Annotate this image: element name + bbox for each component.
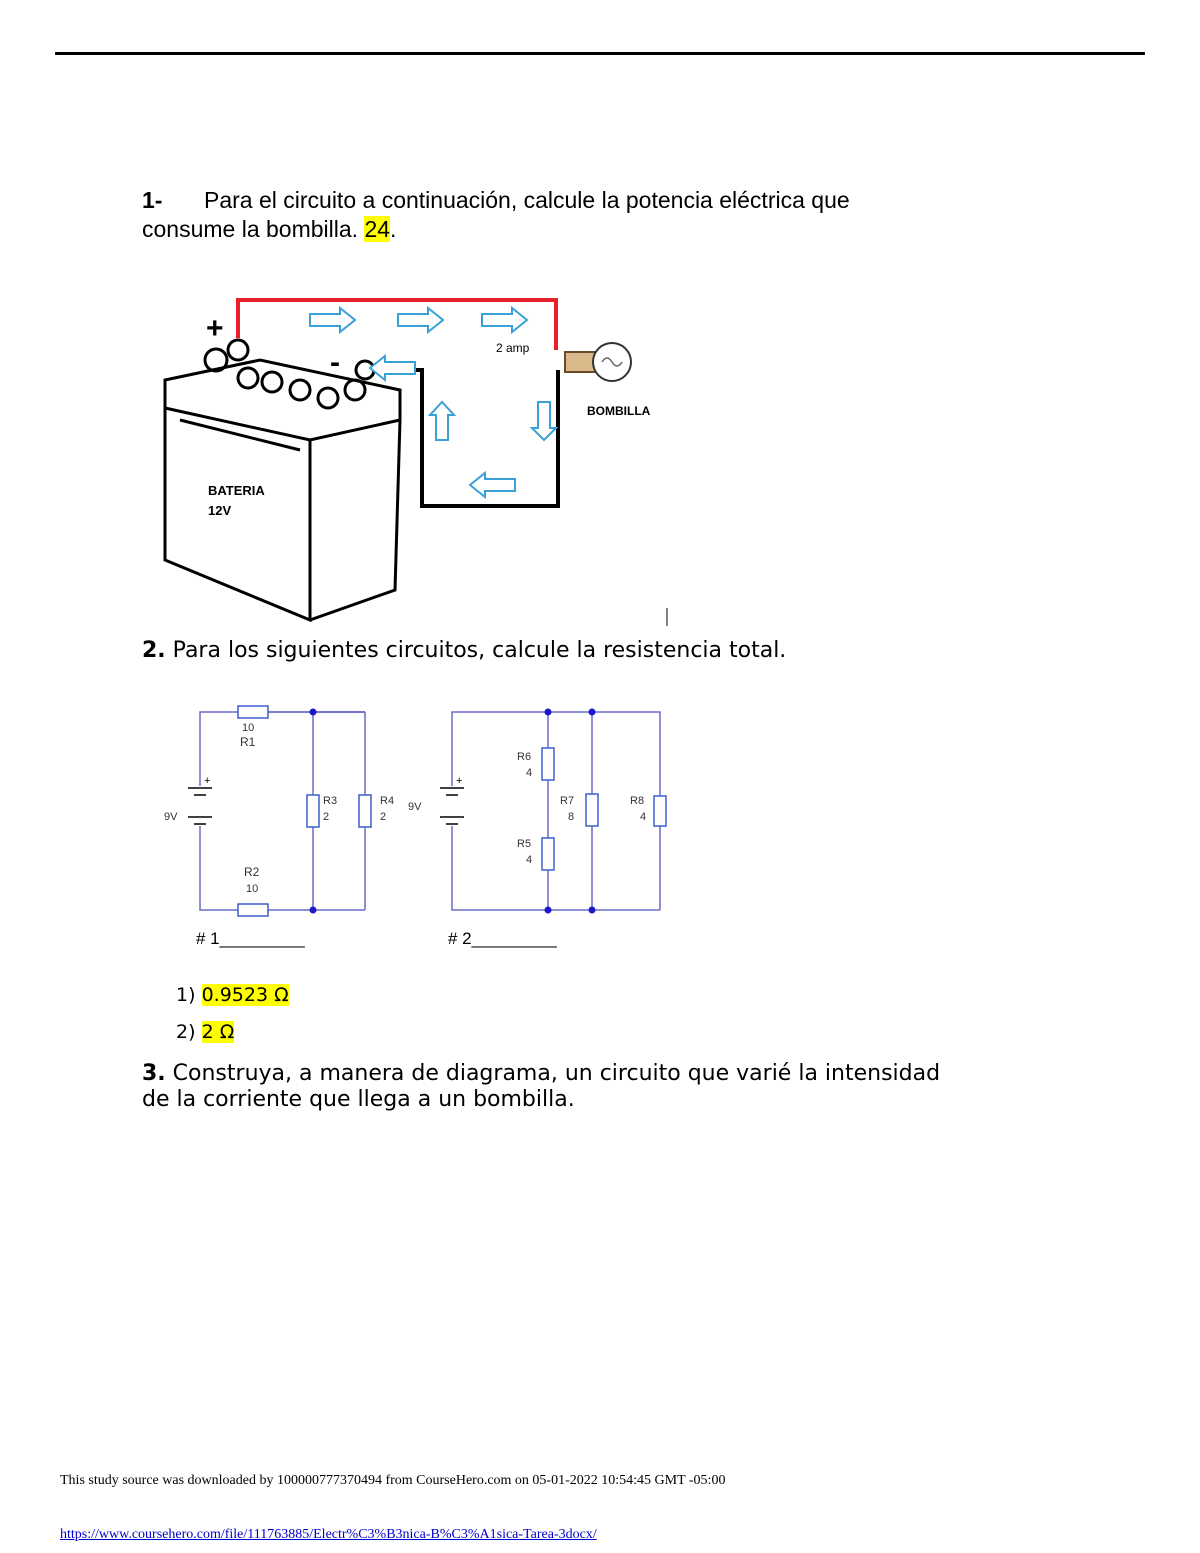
bulb <box>565 343 631 381</box>
answer-value: 2 Ω <box>201 1021 235 1043</box>
battery-label-line1: BATERIA <box>208 483 265 498</box>
r1-name: R1 <box>240 735 256 749</box>
r5-value: 4 <box>526 854 533 866</box>
r3-value: 2 <box>323 811 330 823</box>
circuits-figure <box>160 700 680 955</box>
resistor-r7 <box>586 794 598 826</box>
question-2 <box>142 638 786 663</box>
battery-circuit-figure <box>150 290 670 630</box>
r1-value: 10 <box>242 722 255 734</box>
circuit-2-caption: # 2_________ <box>448 929 557 948</box>
arrow-right-3 <box>482 308 527 332</box>
arrow-down <box>532 402 556 440</box>
resistor-r4 <box>359 795 371 827</box>
r7-name: R7 <box>560 795 575 807</box>
resistor-r6 <box>542 748 554 780</box>
r6-name: R6 <box>517 751 532 763</box>
arrow-right-2 <box>398 308 443 332</box>
r8-name: R8 <box>630 795 645 807</box>
r8-value: 4 <box>640 811 647 823</box>
answer-value: 0.9523 Ω <box>201 984 289 1006</box>
answers-list <box>176 984 289 1058</box>
r6-value: 4 <box>526 767 533 779</box>
plus-sign: + <box>206 312 224 345</box>
question-2-text: Para los siguientes circuitos, calcule la resistencia total. <box>172 638 787 663</box>
question-2-number: 2. <box>142 638 166 663</box>
resistor-r2 <box>238 904 268 916</box>
source-link[interactable]: https://www.coursehero.com/file/111763885/Electr%C3%B3nica-B%C3%A1sica-Tarea-3docx/ <box>60 1527 597 1542</box>
r5-name: R5 <box>517 838 532 850</box>
c1-source-label: 9V <box>164 811 178 823</box>
resistor-r1 <box>238 706 268 718</box>
c2-source-label: 9V <box>408 801 422 813</box>
r3-name: R3 <box>323 795 338 807</box>
top-rule <box>55 52 1145 55</box>
answer-item <box>176 984 289 1021</box>
question-1-text: Para el circuito a continuación, calcule la potencia eléctrica que consume la bombilla. <box>142 187 850 242</box>
r7-value: 8 <box>568 811 575 823</box>
circuit-1-caption: # 1_________ <box>196 929 305 948</box>
r4-value: 2 <box>380 811 387 823</box>
question-1-answer: 24 <box>364 216 391 242</box>
current-label: 2 amp <box>496 341 530 355</box>
battery <box>165 340 400 620</box>
r2-name: R2 <box>244 865 260 879</box>
arrow-left-top <box>370 356 415 380</box>
answer-label: 2) <box>176 1021 196 1043</box>
r2-value: 10 <box>246 883 259 895</box>
question-3 <box>142 1061 962 1113</box>
resistor-r8 <box>654 796 666 826</box>
download-note: This study source was downloaded by 100000777370494 from CourseHero.com on 05-01-2022 10:54:45 GMT -05:00 <box>60 1473 726 1488</box>
bulb-label: BOMBILLA <box>587 404 651 418</box>
question-1-number: 1- <box>142 187 163 213</box>
minus-sign: - <box>330 346 340 379</box>
answer-label: 1) <box>176 984 196 1006</box>
question-1-period: . <box>390 216 397 242</box>
question-3-text: Construya, a manera de diagrama, un circuito que varié la intensidad de la corriente que llega a un bombilla. <box>142 1061 941 1112</box>
arrow-left-bottom <box>470 473 515 497</box>
answer-item <box>176 1021 289 1058</box>
battery-label-line2: 12V <box>208 503 232 518</box>
c2-plus: + <box>456 775 463 787</box>
c1-plus: + <box>204 775 211 787</box>
r4-name: R4 <box>380 795 395 807</box>
resistor-r5 <box>542 838 554 870</box>
question-3-number: 3. <box>142 1061 166 1086</box>
current-arrows <box>310 308 556 497</box>
arrow-right-1 <box>310 308 355 332</box>
question-1 <box>142 186 942 244</box>
arrow-up <box>430 402 454 440</box>
resistor-r3 <box>307 795 319 827</box>
